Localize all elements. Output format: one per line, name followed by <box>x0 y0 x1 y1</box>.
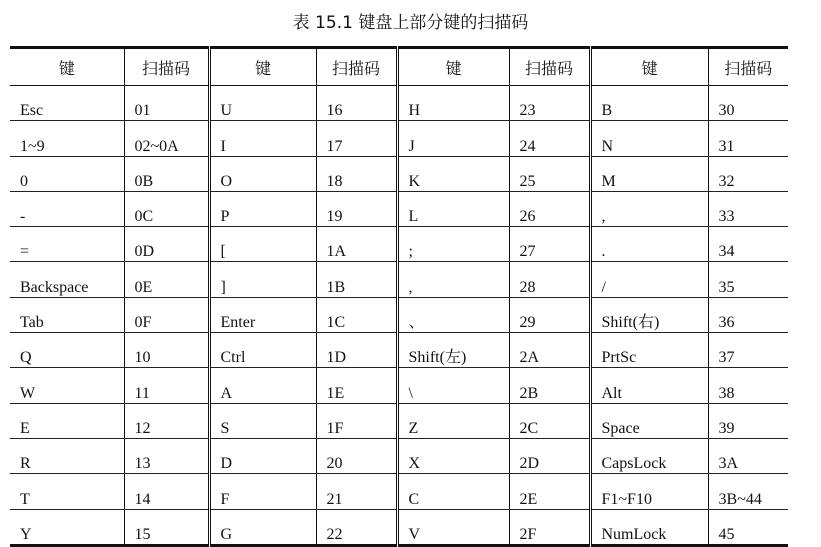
scancode-cell: 10 <box>124 333 209 368</box>
scancode-cell: 2A <box>509 333 590 368</box>
scancode-cell: 0E <box>124 262 209 297</box>
key-cell: Backspace <box>10 262 124 297</box>
table-row <box>10 509 788 545</box>
scancode-cell: 1E <box>316 368 397 403</box>
key-cell: 1~9 <box>10 121 124 156</box>
scancode-cell: 14 <box>124 474 209 509</box>
key-cell: X <box>397 438 509 473</box>
scancode-cell: 23 <box>509 86 590 121</box>
key-cell: / <box>590 262 708 297</box>
key-cell: NumLock <box>590 509 708 545</box>
scancode-cell: 24 <box>509 121 590 156</box>
key-cell: , <box>397 262 509 297</box>
key-cell: J <box>397 121 509 156</box>
scancode-cell: 38 <box>708 368 788 403</box>
key-cell: - <box>10 191 124 226</box>
col-header-key: 键 <box>10 48 124 86</box>
table-row <box>10 368 788 403</box>
key-cell: N <box>590 121 708 156</box>
col-header-key: 键 <box>209 48 316 86</box>
key-cell: Q <box>10 333 124 368</box>
scancode-cell: 30 <box>708 86 788 121</box>
key-cell: D <box>209 438 316 473</box>
key-cell: = <box>10 227 124 262</box>
key-cell: ] <box>209 262 316 297</box>
scan-code-table <box>10 46 788 547</box>
scancode-cell: 3B~44 <box>708 474 788 509</box>
scancode-cell: 02~0A <box>124 121 209 156</box>
scancode-cell: 18 <box>316 156 397 191</box>
key-cell: Esc <box>10 86 124 121</box>
key-cell: U <box>209 86 316 121</box>
key-cell: Shift(右) <box>590 297 708 332</box>
scancode-cell: 21 <box>316 474 397 509</box>
table-row <box>10 333 788 368</box>
scancode-cell: 2C <box>509 403 590 438</box>
key-cell: R <box>10 438 124 473</box>
table-body <box>10 86 788 546</box>
table-row <box>10 86 788 121</box>
key-cell: W <box>10 368 124 403</box>
scancode-cell: 22 <box>316 509 397 545</box>
scancode-cell: 17 <box>316 121 397 156</box>
key-cell: Enter <box>209 297 316 332</box>
scancode-cell: 1C <box>316 297 397 332</box>
scancode-cell: 16 <box>316 86 397 121</box>
key-cell: CapsLock <box>590 438 708 473</box>
col-header-scancode: 扫描码 <box>124 48 209 86</box>
scancode-cell: 0D <box>124 227 209 262</box>
scancode-cell: 19 <box>316 191 397 226</box>
scancode-cell: 37 <box>708 333 788 368</box>
key-cell: [ <box>209 227 316 262</box>
key-cell: Shift(左) <box>397 333 509 368</box>
header-row <box>10 48 788 86</box>
scancode-cell: 15 <box>124 509 209 545</box>
key-cell: 、 <box>397 297 509 332</box>
scancode-cell: 1A <box>316 227 397 262</box>
scancode-cell: 2E <box>509 474 590 509</box>
key-cell: I <box>209 121 316 156</box>
key-cell: O <box>209 156 316 191</box>
col-header-scancode: 扫描码 <box>509 48 590 86</box>
table-row <box>10 262 788 297</box>
key-cell: E <box>10 403 124 438</box>
key-cell: M <box>590 156 708 191</box>
table-row <box>10 156 788 191</box>
key-cell: \ <box>397 368 509 403</box>
key-cell: . <box>590 227 708 262</box>
key-cell: A <box>209 368 316 403</box>
scancode-cell: 12 <box>124 403 209 438</box>
scancode-cell: 2B <box>509 368 590 403</box>
scancode-cell: 13 <box>124 438 209 473</box>
table-row <box>10 474 788 509</box>
scancode-cell: 0F <box>124 297 209 332</box>
key-cell: Z <box>397 403 509 438</box>
key-cell: Space <box>590 403 708 438</box>
key-cell: S <box>209 403 316 438</box>
scancode-cell: 28 <box>509 262 590 297</box>
key-cell: P <box>209 191 316 226</box>
col-header-scancode: 扫描码 <box>708 48 788 86</box>
key-cell: G <box>209 509 316 545</box>
scancode-cell: 25 <box>509 156 590 191</box>
table-row <box>10 403 788 438</box>
key-cell: Ctrl <box>209 333 316 368</box>
key-cell: K <box>397 156 509 191</box>
scancode-cell: 33 <box>708 191 788 226</box>
scancode-cell: 1F <box>316 403 397 438</box>
table-row <box>10 297 788 332</box>
scancode-cell: 2D <box>509 438 590 473</box>
scancode-cell: 20 <box>316 438 397 473</box>
col-header-scancode: 扫描码 <box>316 48 397 86</box>
scancode-cell: 0C <box>124 191 209 226</box>
scancode-cell: 29 <box>509 297 590 332</box>
scancode-cell: 32 <box>708 156 788 191</box>
scancode-cell: 26 <box>509 191 590 226</box>
key-cell: B <box>590 86 708 121</box>
key-cell: C <box>397 474 509 509</box>
table-row <box>10 191 788 226</box>
table-caption: 表 15.1 键盘上部分键的扫描码 <box>292 13 529 33</box>
key-cell: H <box>397 86 509 121</box>
scancode-cell: 45 <box>708 509 788 545</box>
scancode-cell: 1B <box>316 262 397 297</box>
key-cell: F1~F10 <box>590 474 708 509</box>
scancode-cell: 11 <box>124 368 209 403</box>
col-header-key: 键 <box>590 48 708 86</box>
scancode-cell: 0B <box>124 156 209 191</box>
key-cell: , <box>590 191 708 226</box>
key-cell: V <box>397 509 509 545</box>
scancode-cell: 36 <box>708 297 788 332</box>
scancode-cell: 39 <box>708 403 788 438</box>
key-cell: Tab <box>10 297 124 332</box>
table-row <box>10 438 788 473</box>
key-cell: F <box>209 474 316 509</box>
scancode-cell: 27 <box>509 227 590 262</box>
scancode-cell: 2F <box>509 509 590 545</box>
table-row <box>10 227 788 262</box>
col-header-key: 键 <box>397 48 509 86</box>
table-row <box>10 121 788 156</box>
scancode-cell: 35 <box>708 262 788 297</box>
scancode-cell: 1D <box>316 333 397 368</box>
key-cell: T <box>10 474 124 509</box>
key-cell: L <box>397 191 509 226</box>
key-cell: PrtSc <box>590 333 708 368</box>
key-cell: Y <box>10 509 124 545</box>
key-cell: Alt <box>590 368 708 403</box>
key-cell: 0 <box>10 156 124 191</box>
key-cell: ; <box>397 227 509 262</box>
scancode-cell: 34 <box>708 227 788 262</box>
scancode-cell: 01 <box>124 86 209 121</box>
scancode-cell: 3A <box>708 438 788 473</box>
scancode-cell: 31 <box>708 121 788 156</box>
